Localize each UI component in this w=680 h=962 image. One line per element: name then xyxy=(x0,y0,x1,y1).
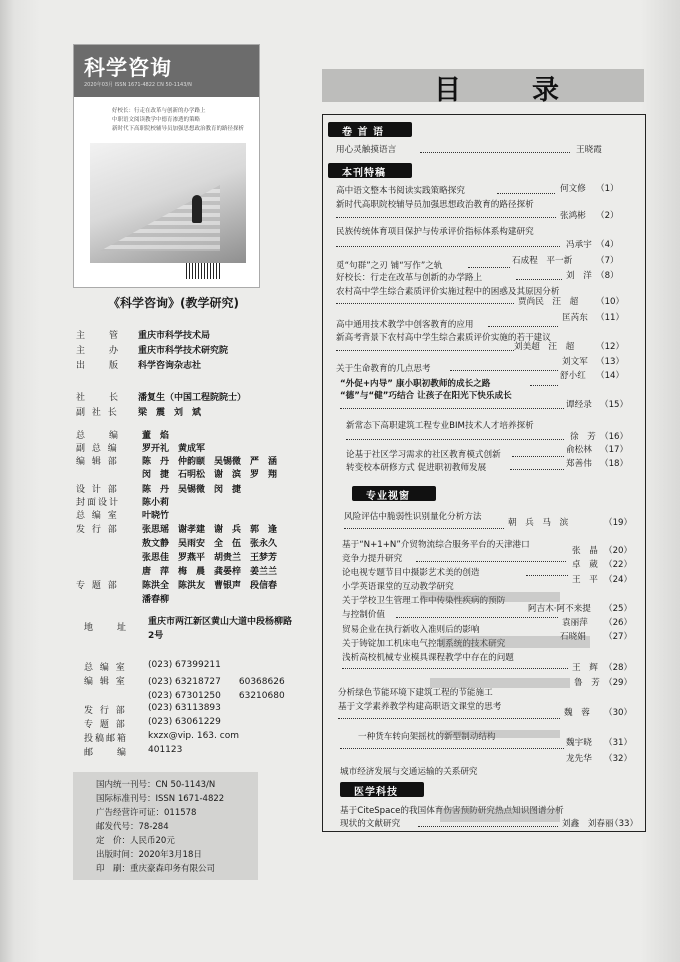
toc-entry-author: 阿吉木·阿不来提 xyxy=(528,604,591,614)
toc-entry-page: （1） xyxy=(596,184,619,194)
contact-label: 编 辑 室 xyxy=(84,677,127,687)
toc-entry-author: 张 晶 xyxy=(572,546,598,556)
toc-leader-dots xyxy=(338,718,560,719)
editor-label: 总 编 xyxy=(76,431,121,441)
toc-entry-page: （4） xyxy=(596,240,619,250)
masthead-value: 重庆市科学技术研究院 xyxy=(138,346,229,356)
toc-entry-author: 贾尚民 汪 超 xyxy=(518,297,579,307)
toc-entry-title[interactable]: 城市经济发展与交通运输的关系研究 xyxy=(340,767,478,777)
toc-leader-dots xyxy=(530,385,558,386)
toc-entry-author: 王晓霞 xyxy=(576,145,602,155)
toc-entry-author: 刘美超 汪 超 xyxy=(514,342,575,352)
leader-label: 副 社 长 xyxy=(76,408,119,418)
toc-entry-author: 朝 兵 马 滨 xyxy=(508,518,569,528)
toc-entry-page: （20） xyxy=(604,546,633,556)
toc-entry-title[interactable]: 新时代高职院校辅导员加强思想政治教育的路径探析 xyxy=(336,200,534,210)
leader-value: 潘复生（中国工程院院士） xyxy=(138,393,247,403)
contact-value: (023) 63113893 xyxy=(148,703,221,713)
toc-entry-page: （8） xyxy=(596,271,619,281)
toc-leader-dots xyxy=(468,267,510,268)
toc-entry-title[interactable]: 高中通用技术教学中创客教育的应用 xyxy=(336,320,474,330)
address-line: 重庆市两江新区黄山大道中段杨柳路 xyxy=(148,617,293,627)
editor-value: 董 焰 xyxy=(142,431,170,441)
leader-label: 社 长 xyxy=(76,393,121,403)
scan-smudge xyxy=(440,730,560,738)
leader-value: 梁 震 刘 斌 xyxy=(138,408,202,418)
toc-entry-title[interactable]: 民族传统体育项目保护与传承评价指标体系构建研究 xyxy=(336,227,534,237)
toc-heading: 目 录 xyxy=(434,75,581,106)
toc-leader-dots xyxy=(526,575,568,576)
toc-entry-author: 刘 洋 xyxy=(566,271,592,281)
contact-label: 专 题 部 xyxy=(84,720,127,730)
cover-title: 科学咨询 xyxy=(84,56,172,80)
publication-line: 国内统一刊号：CN 50-1143/N xyxy=(96,780,216,790)
masthead-label: 主 办 xyxy=(76,346,121,356)
editor-value: 叶晓竹 xyxy=(142,511,170,521)
toc-leader-dots xyxy=(396,617,558,618)
toc-entry-page: （27） xyxy=(604,632,633,642)
toc-entry-author: 魏 蓉 xyxy=(564,708,590,718)
toc-leader-dots xyxy=(336,246,560,247)
toc-entry-page: （32） xyxy=(604,754,633,764)
toc-leader-dots xyxy=(510,469,564,470)
contact-value: (023) 63218727 60368626 xyxy=(148,677,285,687)
publication-line: 广告经营许可证：011578 xyxy=(96,808,197,818)
toc-entry-page: （17） xyxy=(600,445,629,455)
toc-entry-page: （16） xyxy=(600,432,629,442)
contact-value: (023) 67399211 xyxy=(148,660,221,670)
toc-leader-dots xyxy=(336,217,556,218)
toc-section-title: 卷 首 语 xyxy=(342,127,384,138)
editor-value: 闵 捷 石明松 谢 滨 罗 翔 xyxy=(142,470,278,480)
editor-label: 副 总 编 xyxy=(76,444,119,454)
toc-section-title: 医学科技 xyxy=(354,787,398,798)
toc-entry-title[interactable]: 论基于社区学习需求的社区教育模式创新 xyxy=(346,450,501,460)
toc-leader-dots xyxy=(340,408,564,409)
contact-label: 邮 编 xyxy=(84,748,129,758)
toc-entry-title[interactable]: 一种货车转向架摇枕的新型制动结构 xyxy=(358,732,496,742)
toc-section-header xyxy=(328,122,412,137)
editor-value: 陈洪全 陈洪友 曹银声 段信春 xyxy=(142,581,278,591)
toc-entry-page: （7） xyxy=(596,256,619,266)
editor-value: 张思佳 罗燕平 胡贵兰 王梦芳 xyxy=(142,553,278,563)
toc-entry-title[interactable]: 基于CiteSpace的我国体育伤害预防研究热点知识图谱分析 xyxy=(340,806,564,816)
toc-entry-title[interactable]: 关于铸锭加工机床电气控制系统的技术研究 xyxy=(342,639,506,649)
editor-value: 陈 丹 仲韵颐 吴锡微 严 涵 xyxy=(142,457,278,467)
masthead-label: 主 管 xyxy=(76,331,121,341)
toc-entry-title[interactable]: 基于“N+1+N”介贸物流综合服务平台的天津港口 xyxy=(342,540,530,550)
toc-entry-author: 舒小红 xyxy=(560,371,586,381)
toc-entry-author: 徐 芳 xyxy=(570,432,596,442)
toc-entry-page: （19） xyxy=(604,518,633,528)
contact-value: (023) 67301250 63210680 xyxy=(148,691,285,701)
address-line: 2号 xyxy=(148,631,164,641)
toc-entry-title[interactable]: 好校长：行走在改革与创新的办学路上 xyxy=(336,273,483,283)
toc-leader-dots xyxy=(340,748,564,749)
cover-person-graphic xyxy=(192,195,202,223)
cover-headline: 好校长：行走在改革与创新的办学路上 xyxy=(112,108,206,114)
toc-leader-dots xyxy=(346,439,564,440)
scan-smudge xyxy=(440,808,560,822)
toc-entry-page: （2） xyxy=(596,211,619,221)
toc-entry-page: （13） xyxy=(596,357,625,367)
editor-label: 封面设计 xyxy=(76,498,121,508)
toc-entry-author: 王 辉 xyxy=(572,663,598,673)
toc-entry-page: （15） xyxy=(600,400,629,410)
toc-entry-page: （25） xyxy=(604,604,633,614)
editor-label: 设 计 部 xyxy=(76,485,119,495)
toc-entry-title[interactable]: 农村高中学生综合素质评价实施过程中的困惑及其原因分析 xyxy=(336,287,560,297)
scan-smudge xyxy=(440,636,590,648)
toc-entry-title[interactable]: 觅“句群”之刃 铺“写作”之轨 xyxy=(336,261,443,271)
contact-value: kxzx@vip. 163. com xyxy=(148,731,239,741)
editor-label: 编 辑 部 xyxy=(76,457,119,467)
editor-label: 总 编 室 xyxy=(76,511,119,521)
toc-entry-title[interactable]: 关于学校卫生管理工作中传染性疾病的预防 xyxy=(342,596,506,606)
toc-entry-title[interactable]: 用心灵触摸语言 xyxy=(336,145,397,155)
toc-entry-title[interactable]: 与控制价值 xyxy=(342,610,385,620)
toc-entry-author: 匡芮东 xyxy=(562,313,588,323)
toc-section-header xyxy=(340,782,424,797)
toc-leader-dots xyxy=(512,456,564,457)
toc-entry-page: （10） xyxy=(596,297,625,307)
toc-leader-dots xyxy=(418,826,558,827)
toc-entry-title[interactable]: 转变校本研修方式 促进职初教师发展 xyxy=(346,463,487,473)
toc-entry-author: 卓 葳 xyxy=(572,560,598,570)
toc-entry-page: （11） xyxy=(596,313,625,323)
cover-headlines xyxy=(112,107,252,134)
toc-frame xyxy=(322,114,646,832)
editor-value: 张思瑶 谢孝建 谢 兵 郭 逢 xyxy=(142,525,278,535)
toc-leader-dots xyxy=(416,561,566,562)
toc-entry-page: （24） xyxy=(604,575,633,585)
editor-value: 陈小莉 xyxy=(142,498,170,508)
toc-entry-author: 何文修 xyxy=(560,184,586,194)
scan-smudge xyxy=(430,678,570,688)
toc-entry-title[interactable]: 基于文学素养教学构建高职语文课堂的思考 xyxy=(338,702,502,712)
masthead-value: 重庆市科学技术局 xyxy=(138,331,211,341)
toc-entry-page: （14） xyxy=(596,371,625,381)
cover-barcode xyxy=(186,263,222,279)
cover-caption: 《科学咨询》(教学研究) xyxy=(108,296,239,310)
toc-entry-title[interactable]: 分析绿色节能环境下建筑工程的节能施工 xyxy=(338,688,493,698)
toc-entry-author: 龙先华 xyxy=(566,754,592,764)
publication-line: 印 刷：重庆豪森印务有限公司 xyxy=(96,864,216,874)
editor-value: 陈 丹 吴锡微 闵 捷 xyxy=(142,485,242,495)
toc-entry-title[interactable]: 新常态下高职建筑工程专业BIM技术人才培养探析 xyxy=(346,421,534,431)
editor-label: 发 行 部 xyxy=(76,525,119,535)
publication-line: 国际标准刊号：ISSN 1671-4822 xyxy=(96,794,225,804)
editor-value: 敖文静 吴雨安 全 伍 张永久 xyxy=(142,539,278,549)
toc-entry-page: （29） xyxy=(604,678,633,688)
toc-entry-author: 冯承宇 xyxy=(566,240,592,250)
toc-entry-title[interactable]: 新高考背景下农村高中学生综合素质评价实施的若干建议 xyxy=(336,333,551,343)
contact-label: 总 编 室 xyxy=(84,663,127,673)
toc-entry-title[interactable]: 小学英语课堂的互动教学研究 xyxy=(342,582,454,592)
toc-entry-title[interactable]: 浅析高校机械专业模具课程教学中存在的问题 xyxy=(342,653,514,663)
toc-leader-dots xyxy=(497,193,555,194)
toc-entry-page: （31） xyxy=(604,738,633,748)
toc-entry-author: 谭经录 xyxy=(566,400,592,410)
toc-entry-title[interactable]: 风险评估中脆弱性识别量化分析方法 xyxy=(344,512,482,522)
publication-line: 出版时间：2020年3月18日 xyxy=(96,850,202,860)
toc-leader-dots xyxy=(342,668,568,669)
toc-entry-author: 俞松林 xyxy=(566,445,592,455)
contact-value: (023) 63061229 xyxy=(148,717,221,727)
contact-value: 401123 xyxy=(148,745,183,755)
cover-thumbnail xyxy=(73,44,260,288)
toc-entry-title[interactable]: 高中语文整本书阅读实践策略探究 xyxy=(336,186,465,196)
toc-entry-author: 石成程 平一新 xyxy=(512,256,573,266)
toc-entry-author: 王 平 xyxy=(572,575,598,585)
toc-section-title: 本刊特稿 xyxy=(342,168,386,179)
toc-section-header xyxy=(328,163,412,178)
toc-entry-author: 张鸿彬 xyxy=(560,211,586,221)
toc-entry-page: （26） xyxy=(604,618,633,628)
toc-entry-title[interactable]: 关于生命教育的几点思考 xyxy=(336,364,431,374)
cover-subtitle: 2020年03月 ISSN 1671-4822 CN 50-1143/N xyxy=(84,82,192,88)
toc-entry-author: 袁丽萍 xyxy=(562,618,588,628)
toc-entry-title[interactable]: “德”与“健”巧结合 让孩子在阳光下快乐成长 xyxy=(340,391,512,401)
editor-value: 唐 萍 梅 晨 龚晏梓 姜兰兰 xyxy=(142,567,278,577)
toc-leader-dots xyxy=(516,279,562,280)
toc-entry-page: （22） xyxy=(604,560,633,570)
toc-entry-title[interactable]: 竞争力提升研究 xyxy=(342,554,403,564)
toc-entry-title[interactable]: 贸易企业在执行新收入准则后的影响 xyxy=(342,625,480,635)
masthead-value: 科学咨询杂志社 xyxy=(138,361,202,371)
toc-entry-author: 刘鑫 刘春丽 xyxy=(562,819,614,829)
toc-entry-page: （18） xyxy=(600,459,629,469)
toc-entry-title[interactable]: 现状的文献研究 xyxy=(340,819,401,829)
toc-entry-author: 魏宇晓 xyxy=(566,738,592,748)
toc-leader-dots xyxy=(450,370,558,371)
editor-value: 罗开礼 黄成军 xyxy=(142,444,206,454)
editor-label: 专 题 部 xyxy=(76,581,119,591)
toc-entry-title[interactable]: 论电视专题节目中摄影艺术美的创造 xyxy=(342,568,480,578)
toc-entry-page: （30） xyxy=(604,708,633,718)
toc-section-title: 专业视窗 xyxy=(366,491,410,502)
toc-leader-dots xyxy=(420,152,570,153)
toc-entry-page: （33） xyxy=(610,819,639,829)
scan-smudge xyxy=(420,592,560,602)
toc-entry-author: 石晓娟 xyxy=(560,632,586,642)
toc-entry-author: 郑善伟 xyxy=(566,459,592,469)
toc-entry-author: 刘文军 xyxy=(562,357,588,367)
address-label: 地 址 xyxy=(84,623,129,633)
toc-leader-dots xyxy=(344,528,504,529)
toc-entry-author: 鲁 芳 xyxy=(574,678,600,688)
toc-entry-page: （12） xyxy=(596,342,625,352)
toc-section-header xyxy=(352,486,436,501)
masthead-label: 出 版 xyxy=(76,361,121,371)
editor-value: 潘春柳 xyxy=(142,595,170,605)
toc-leader-dots xyxy=(336,350,514,351)
cover-headline: 中职语文阅读教学中德育渗透的策略 xyxy=(112,117,201,123)
toc-leader-dots xyxy=(488,326,558,327)
publication-line: 定 价：人民币20元 xyxy=(96,836,175,846)
toc-entry-title[interactable]: “外促+内导” 康小职初教师的成长之路 xyxy=(340,379,491,389)
publication-line: 邮发代号：78-284 xyxy=(96,822,169,832)
contact-label: 投稿邮箱 xyxy=(84,734,129,744)
cover-headline: 新时代下高职院校辅导员加强思想政治教育的路径探析 xyxy=(112,126,245,132)
toc-entry-page: （28） xyxy=(604,663,633,673)
contact-label: 发 行 部 xyxy=(84,706,127,716)
toc-leader-dots xyxy=(336,303,514,304)
